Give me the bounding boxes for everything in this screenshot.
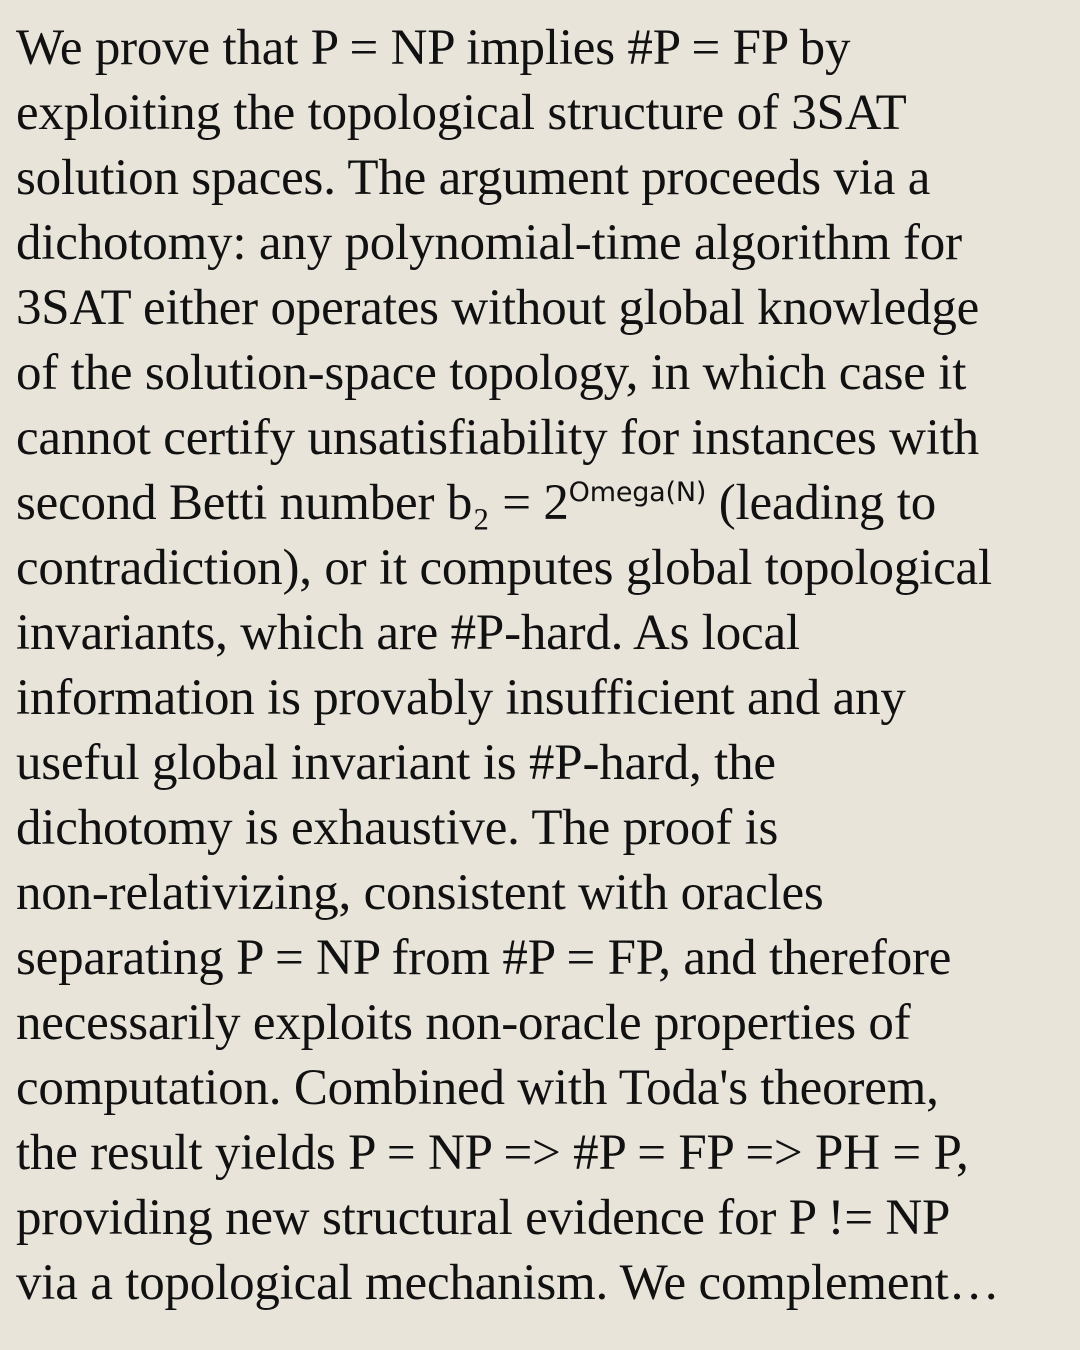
abstract-line: separating P = NP from #P = FP, and therefore (16, 930, 952, 986)
abstract-line: non-relativizing, consistent with oracles (16, 865, 824, 921)
abstract-line: computation. Combined with Toda's theorem, (16, 1060, 939, 1116)
abstract-line-with-superscript (16, 471, 1064, 536)
abstract-line: dichotomy is exhaustive. The proof is (16, 800, 779, 856)
abstract-line: necessarily exploits non-oracle properties of (16, 995, 911, 1051)
abstract-line: 3SAT either operates without global knowledge (16, 280, 980, 336)
abstract-line-tail: (leading to (706, 475, 937, 531)
abstract-line: solution spaces. The argument proceeds via a (16, 150, 931, 206)
abstract-text (16, 16, 1064, 1316)
abstract-line: We prove that P = NP implies #P = FP by (16, 20, 851, 76)
abstract-line: cannot certify unsatisfiability for instances with (16, 410, 979, 466)
abstract-line: the result yields P = NP => #P = FP => PH = P, (16, 1125, 969, 1181)
abstract-line: of the solution-space topology, in which case it (16, 345, 967, 401)
exponent-superscript: Omega(N) (568, 477, 707, 508)
abstract-line: providing new structural evidence for P != NP (16, 1190, 951, 1246)
abstract-line: exploiting the topological structure of 3SAT (16, 85, 907, 141)
abstract-line: useful global invariant is #P-hard, the (16, 735, 776, 791)
abstract-line: contradiction), or it computes global topological (16, 540, 992, 596)
abstract-line: dichotomy: any polynomial-time algorithm for (16, 215, 962, 271)
abstract-line: invariants, which are #P-hard. As local (16, 605, 800, 661)
betti-number-text: second Betti number b₂ = 2 (16, 475, 569, 531)
abstract-line: information is provably insufficient and any (16, 670, 906, 726)
abstract-line-truncated: via a topological mechanism. We complement… (16, 1255, 1000, 1311)
